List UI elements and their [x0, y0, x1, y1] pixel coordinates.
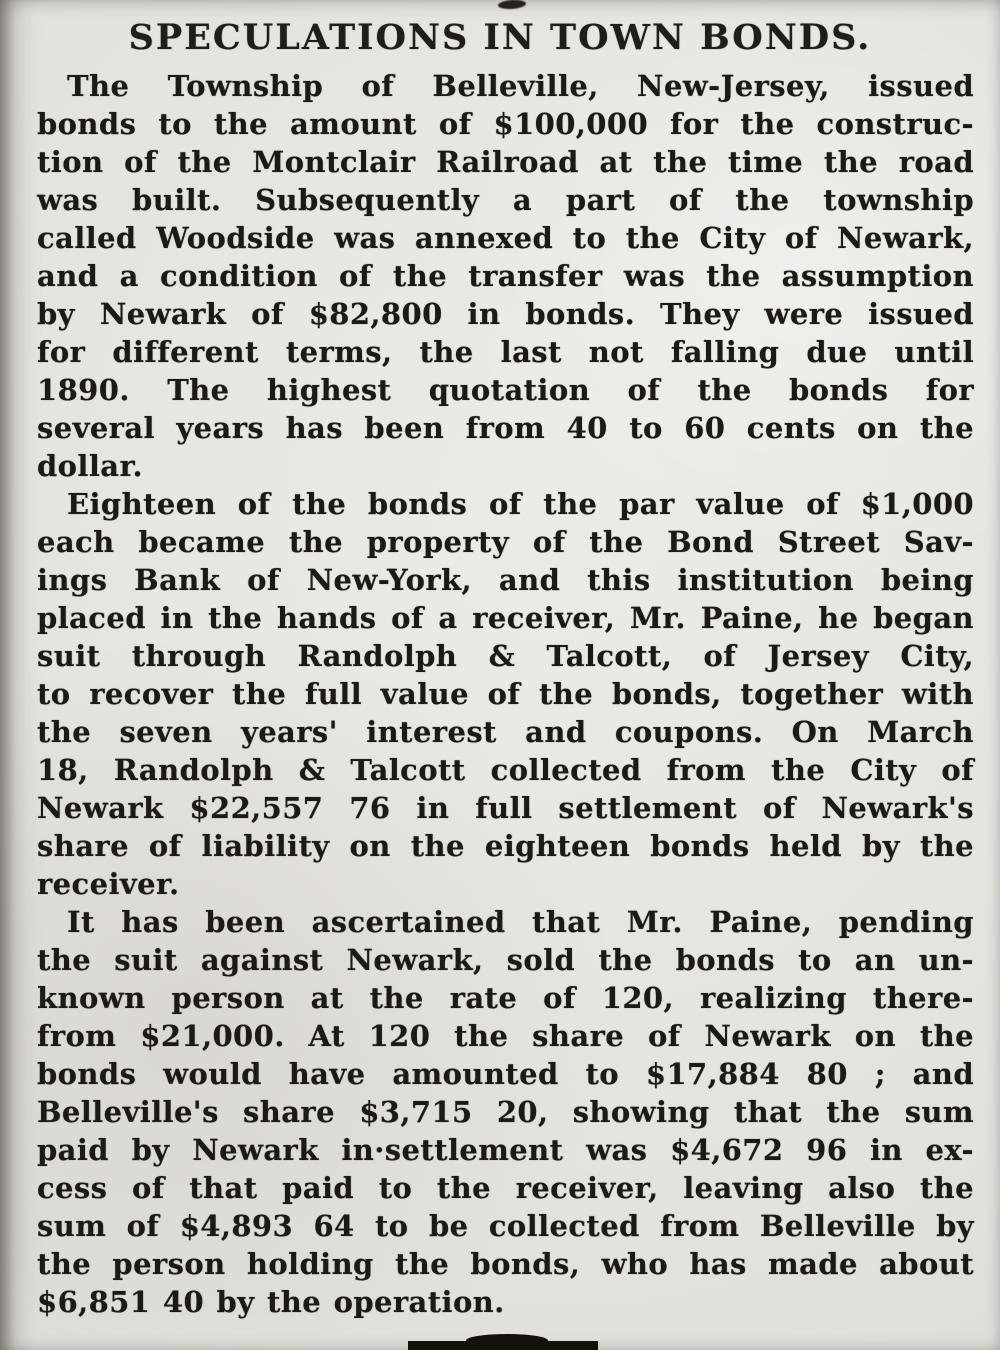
paragraph	[37, 903, 974, 1321]
paragraph	[37, 485, 974, 903]
text-line: receiver.	[37, 867, 180, 901]
text-line: known person at the rate of 120, realizing there-	[37, 981, 974, 1015]
text-line: bonds would have amounted to $17,884 80 ; and	[37, 1057, 974, 1091]
text-line: called Woodside was annexed to the City of Newark,	[37, 221, 974, 255]
text-line: cess of that paid to the receiver, leaving also the	[37, 1171, 974, 1205]
paragraph	[37, 67, 974, 485]
text-line: was built. Subsequently a part of the township	[37, 183, 974, 217]
text-line: placed in the hands of a receiver, Mr. Paine, he began	[37, 601, 974, 635]
text-line: 18, Randolph & Talcott collected from the City of	[37, 753, 974, 787]
text-line: Eighteen of the bonds of the par value of $1,000	[67, 487, 974, 521]
text-line: paid by Newark in·settlement was $4,672 96 in ex-	[37, 1133, 974, 1167]
text-line: The Township of Belleville, New-Jersey, issued	[67, 69, 974, 103]
divider-rule	[408, 1341, 598, 1350]
text-line: the person holding the bonds, who has made about	[37, 1247, 974, 1281]
text-line: sum of $4,893 64 to be collected from Belleville by	[37, 1209, 974, 1243]
text-line: the seven years' interest and coupons. On March	[37, 715, 974, 749]
text-line: It has been ascertained that Mr. Paine, pending	[67, 905, 974, 939]
article-title: SPECULATIONS IN TOWN BONDS.	[128, 17, 872, 58]
text-line: $6,851 40 by the operation.	[37, 1285, 505, 1319]
article-body	[0, 59, 1000, 1321]
text-line: to recover the full value of the bonds, together with	[37, 677, 974, 711]
text-line: ings Bank of New-York, and this institution being	[37, 563, 974, 597]
text-line: tion of the Montclair Railroad at the time the road	[37, 145, 974, 179]
text-line: from $21,000. At 120 the share of Newark on the	[37, 1019, 974, 1053]
text-line: Belleville's share $3,715 20, showing that the sum	[37, 1095, 974, 1129]
text-line: for different terms, the last not falling due until	[37, 335, 974, 369]
text-line: Newark $22,557 76 in full settlement of Newark's	[37, 791, 974, 825]
text-line: suit through Randolph & Talcott, of Jersey City,	[37, 639, 974, 673]
text-line: dollar.	[37, 449, 143, 483]
text-line: by Newark of $82,800 in bonds. They were issued	[37, 297, 974, 331]
text-line: share of liability on the eighteen bonds held by the	[37, 829, 974, 863]
text-line: 1890. The highest quotation of the bonds for	[37, 373, 974, 407]
text-line: the suit against Newark, sold the bonds to an un-	[37, 943, 974, 977]
text-line: each became the property of the Bond Street Sav-	[37, 525, 974, 559]
text-line: and a condition of the transfer was the assumption	[37, 259, 974, 293]
text-line: bonds to the amount of $100,000 for the construc-	[37, 107, 974, 141]
text-line: several years has been from 40 to 60 cents on the	[37, 411, 974, 445]
